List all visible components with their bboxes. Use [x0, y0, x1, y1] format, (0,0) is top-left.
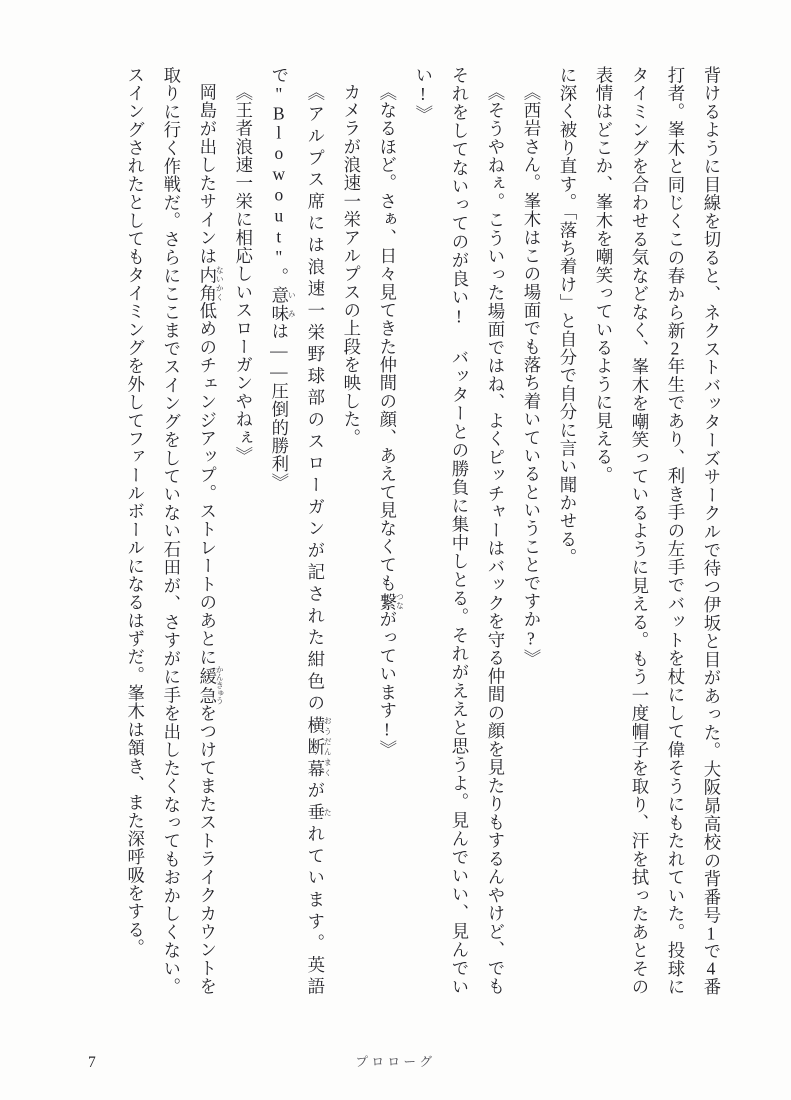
page-footer: [0, 1046, 791, 1072]
paragraph-dialogue: 《王者浪速一栄に相応しいスローガンやねぇ》: [232, 83, 253, 466]
paragraph-dialogue: 《なるほど。さぁ、日々見てきた仲間の顔、あえて見なくても繋つながっています!》: [376, 83, 405, 759]
batting-order-number: 4: [706, 960, 716, 978]
paragraph: カメラが浪速一栄アルプスの上段を映した。: [340, 83, 361, 448]
paragraph: 岡島が出したサインは内角ないかく低めのチェンジアップ。ストレートのあとに緩急かんきゅうをつけてまたストライクカウントを取りに行く作戦だ。さらにここまでスイングをしていない石田が、さすがに手を出したくなってもおかしくない。スイングされたとしてもタイミングを外してファールボールになるはずだ。峯木は頷き、また深呼吸をする。: [124, 66, 225, 996]
slogan-latin: B: [273, 104, 285, 123]
paragraph-dialogue: 《西岩さん。峯木はこの場面でも落ち着いているということですか?》: [520, 83, 541, 668]
paragraph: 背けるように目線を切ると、ネクストバッターズサークルで待つ伊坂と目があった。大阪昴高校の背番号1で4番打者。峯木と同じくこの春から新2年生であり、利き手の左手でバットを杖にして偉そうにもたれていた。投球にタイミングを合わせる気などなく、峯木を嘲笑っているように見える。もう一度帽子を取り、汗を拭ったあとその表情はどこか、峯木を嘲笑っているように見える。: [592, 66, 721, 996]
ruby-imi: 意味いみ: [268, 286, 297, 323]
paragraph: に深く被り直す。「落ち着け」と自分で自分に言い聞かせる。: [556, 66, 577, 567]
ruby-oudanmaku: 横断幕おうだんまく: [304, 716, 333, 782]
ruby-kankyuu: 緩急かんきゅう: [196, 665, 225, 706]
grade-number: 2: [670, 339, 680, 358]
paragraph-dialogue: 《そうやねぇ。こういった場面ではね、よくピッチャーはバックを守る仲間の顔を見たりもするんやけど、でもそれをしてないってのが良い! バッターとの勝負に集中しとる。それがええと思うよ。見んでいい、見んでいい!》: [412, 66, 505, 996]
ruby-tsunagatte: 繋つな: [376, 592, 405, 611]
page-number: 7: [88, 1054, 96, 1071]
paragraph-dialogue: 《アルプス席には浪速一栄野球部のスローガンが記された紺色の横断幕おうだんまくが垂たれています。英語で"Blowout"。意味いみは――圧倒的勝利》: [268, 66, 333, 997]
ruby-tare: 垂た: [304, 803, 333, 826]
page-text-body: [84, 66, 729, 996]
running-head: プロローグ: [355, 1055, 436, 1069]
ruby-naikaku: 内角ないかく: [196, 265, 225, 303]
jersey-number: 1: [706, 924, 716, 942]
